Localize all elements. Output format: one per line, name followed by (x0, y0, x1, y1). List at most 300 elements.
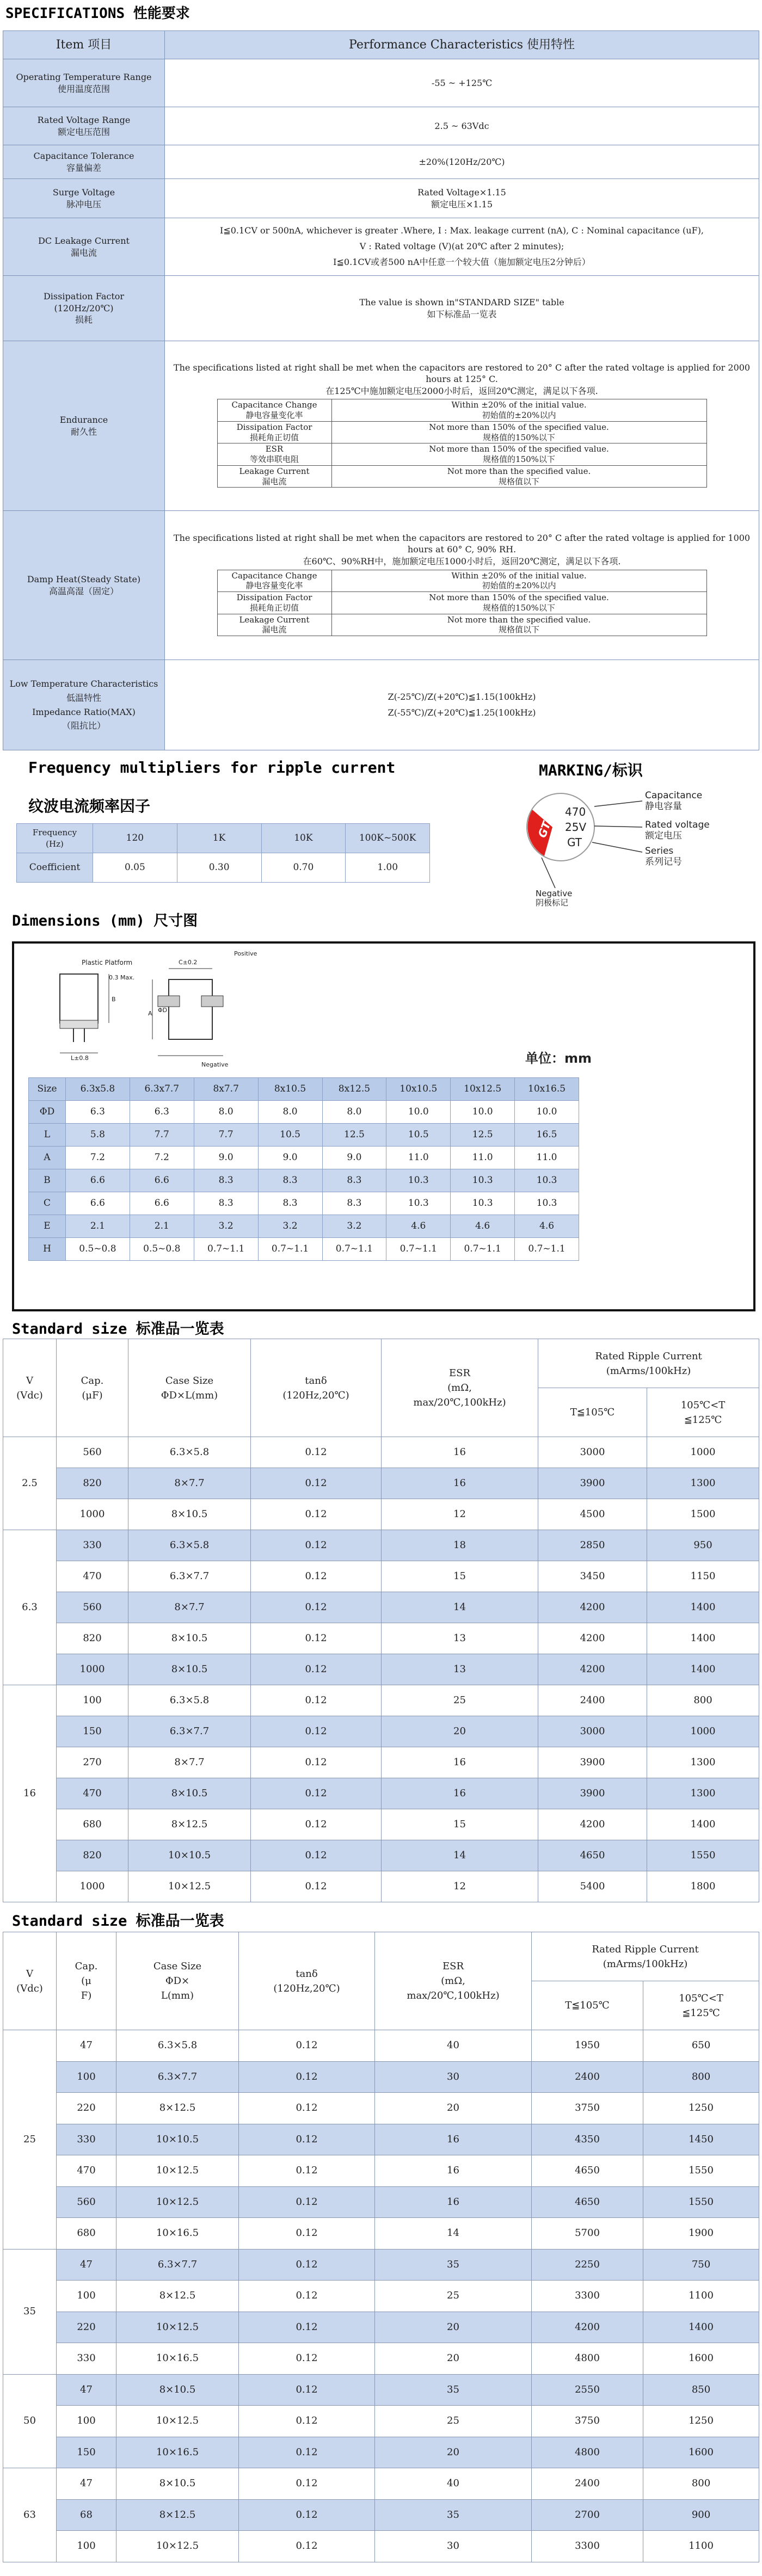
table-cell: 3300 (532, 2531, 643, 2562)
table-cell: 0.12 (239, 2531, 375, 2562)
dim-unit: 单位：mm (525, 1051, 592, 1066)
table-row (3, 2249, 759, 2281)
dim-cell: 8.3 (258, 1192, 322, 1215)
std2-head-t2: 105℃<T ≦125℃ (643, 1981, 759, 2030)
table-cell: 4200 (538, 1592, 647, 1623)
table-cell: 30 (375, 2531, 532, 2562)
dim-cell: 10.0 (515, 1101, 579, 1124)
std1-head-esr: ESR (mΩ, max/20℃,100kHz) (382, 1339, 538, 1437)
table-cell: 16 (382, 1468, 538, 1499)
voltage-cell: 25 (3, 2030, 57, 2250)
dim-cell: 7.7 (130, 1124, 194, 1147)
endurance-val: Not more than the specified value. 规格值以下 (331, 465, 706, 488)
dim-cell: 6.3 (130, 1101, 194, 1124)
table-cell: 1100 (643, 2281, 759, 2312)
table-cell: 8×10.5 (128, 1778, 251, 1809)
table-row (3, 2281, 759, 2312)
std-title-2: Standard size 标准品一览表 (12, 1913, 224, 1930)
dim-cell: 10.3 (451, 1169, 515, 1192)
dim-b-label: B (112, 996, 116, 1003)
endurance-val: Not more than 150% of the specified value. 规格值的150%以下 (331, 443, 706, 466)
dim-cell: 5.8 (66, 1124, 130, 1147)
dim-size: 10x10.5 (386, 1078, 451, 1101)
dim-size: 8x7.7 (194, 1078, 258, 1101)
table-cell: 0.12 (251, 1530, 382, 1561)
table-row (3, 1468, 759, 1499)
table-cell: 4200 (538, 1623, 647, 1654)
table-cell: 0.12 (251, 1499, 382, 1530)
table-cell: 8×12.5 (116, 2093, 239, 2124)
table-cell: 4650 (538, 1840, 647, 1871)
damp-val: Within ±20% of the initial value. 初始值的±20%以内 (331, 570, 706, 592)
table-row (3, 2124, 759, 2155)
table-row (3, 2437, 759, 2468)
dim-cell: 0.7~1.1 (386, 1238, 451, 1261)
table-row (3, 2406, 759, 2437)
surge-value: Rated Voltage×1.15 额定电压×1.15 (165, 179, 759, 218)
table-row (3, 2186, 759, 2218)
table-row (3, 1716, 759, 1747)
dim-size-label: Size (29, 1078, 66, 1101)
dim-cell: 6.6 (66, 1192, 130, 1215)
dim-cell: 10.3 (386, 1169, 451, 1192)
dim-size: 6.3x7.7 (130, 1078, 194, 1101)
table-cell: 750 (643, 2249, 759, 2281)
marking-title: MARKING/标识 (539, 761, 643, 779)
dim-size: 8x10.5 (258, 1078, 322, 1101)
marking-label-series: Series 系列记号 (645, 846, 682, 868)
table-cell: 150 (57, 1716, 128, 1747)
table-cell: 470 (57, 2155, 116, 2187)
table-cell: 6.3×5.8 (128, 1530, 251, 1561)
op-temp-value: -55 ~ +125℃ (165, 59, 759, 107)
table-cell: 3000 (538, 1716, 647, 1747)
table-cell: 8×7.7 (128, 1747, 251, 1778)
table-cell: 0.12 (239, 2343, 375, 2375)
table-row (3, 1654, 759, 1685)
dc-leak-label: DC Leakage Current 漏电流 (3, 218, 165, 276)
table-cell: 1150 (647, 1561, 759, 1592)
dim-negative-label: Negative (201, 1061, 229, 1068)
dim-a-label: A (148, 1010, 152, 1017)
endurance-intro: The specifications listed at right shall be met when the capacitors are restored to 20° C after the rated voltage is applied for 2000 hours at 125° C. 在125℃中施加额定电压2000小时后，返回20℃测定，满足以下各项. (173, 362, 751, 396)
table-cell: 10×16.5 (116, 2218, 239, 2250)
table-row (3, 1561, 759, 1592)
table-cell: 0.12 (251, 1871, 382, 1902)
table-cell: 5400 (538, 1871, 647, 1902)
damp-cell (165, 511, 759, 660)
table-cell: 13 (382, 1623, 538, 1654)
dim-cell: 10.3 (451, 1192, 515, 1215)
dim-cell: 7.2 (130, 1147, 194, 1169)
dim-cell: 0.7~1.1 (322, 1238, 386, 1261)
table-cell: 0.12 (239, 2186, 375, 2218)
dim-cell: 0.7~1.1 (194, 1238, 258, 1261)
table-cell: 10×16.5 (116, 2343, 239, 2375)
table-cell: 12 (382, 1871, 538, 1902)
std1-head-case: Case Size ΦD×L(mm) (128, 1339, 251, 1437)
voltage-cell: 63 (3, 2468, 57, 2562)
table-cell: 100 (57, 1685, 128, 1716)
table-cell: 20 (382, 1716, 538, 1747)
table-cell: 4800 (532, 2343, 643, 2375)
table-cell: 47 (57, 2030, 116, 2062)
table-cell: 0.12 (239, 2249, 375, 2281)
dimension-drawing (27, 947, 278, 1072)
table-cell: 16 (382, 1747, 538, 1778)
endurance-val: Within ±20% of the initial value. 初始值的±20%以内 (331, 399, 706, 422)
table-cell: 2400 (532, 2061, 643, 2093)
dim-cell: 10.5 (258, 1124, 322, 1147)
spec-header-perf: Performance Characteristics 使用特性 (165, 31, 759, 59)
dim-cell: 10.5 (386, 1124, 451, 1147)
table-row (3, 1499, 759, 1530)
table-cell: 1300 (647, 1468, 759, 1499)
dim-row (29, 1215, 579, 1238)
dim-cell: 7.7 (194, 1124, 258, 1147)
table-cell: 6.3×5.8 (128, 1685, 251, 1716)
dim-row (29, 1238, 579, 1261)
table-cell: 1000 (57, 1654, 128, 1685)
table-cell: 1000 (647, 1716, 759, 1747)
table-cell: 4500 (538, 1499, 647, 1530)
table-cell: 0.12 (239, 2124, 375, 2155)
endurance-cell (165, 341, 759, 511)
dim-row-key: E (29, 1215, 66, 1238)
table-cell: 0.12 (239, 2061, 375, 2093)
table-cell: 10×12.5 (128, 1871, 251, 1902)
table-cell: 680 (57, 2218, 116, 2250)
table-cell: 1500 (647, 1499, 759, 1530)
dim-row-key: L (29, 1124, 66, 1147)
dim-row-key: B (29, 1169, 66, 1192)
table-row (3, 1809, 759, 1840)
table-cell: 3000 (538, 1437, 647, 1468)
table-row (3, 2093, 759, 2124)
table-cell: 0.12 (239, 2406, 375, 2437)
low-temp-label: Low Temperature Characteristics 低温特性 Impedance Ratio(MAX) （阻抗比） (3, 660, 165, 750)
dim-positive-label: Positive (234, 950, 257, 957)
ripple-coef: 0.70 (261, 853, 346, 883)
table-cell: 850 (643, 2374, 759, 2406)
dim-cell: 3.2 (322, 1215, 386, 1238)
table-cell: 6.3×7.7 (116, 2061, 239, 2093)
table-cell: 0.12 (251, 1778, 382, 1809)
table-cell: 5700 (532, 2218, 643, 2250)
dim-cell: 8.3 (194, 1169, 258, 1192)
table-cell: 20 (375, 2093, 532, 2124)
dim-cell: 9.0 (322, 1147, 386, 1169)
dim-row (29, 1192, 579, 1215)
dim-cell: 6.3 (66, 1101, 130, 1124)
table-cell: 0.12 (251, 1623, 382, 1654)
ripple-coef: 1.00 (346, 853, 430, 883)
table-row (3, 1871, 759, 1902)
table-cell: 1400 (647, 1623, 759, 1654)
table-cell: 680 (57, 1809, 128, 1840)
table-cell: 900 (643, 2499, 759, 2531)
table-row (3, 1530, 759, 1561)
marking-volt: 25V (565, 821, 587, 834)
table-cell: 100 (57, 2281, 116, 2312)
table-cell: 68 (57, 2499, 116, 2531)
table-cell: 8×10.5 (128, 1654, 251, 1685)
voltage-cell: 16 (3, 1685, 57, 1902)
dim-cell: 8.0 (194, 1101, 258, 1124)
table-row (3, 1778, 759, 1809)
table-cell: 3900 (538, 1747, 647, 1778)
table-cell: 0.12 (239, 2312, 375, 2343)
table-cell: 15 (382, 1561, 538, 1592)
dim-cell: 9.0 (194, 1147, 258, 1169)
table-cell: 47 (57, 2374, 116, 2406)
endurance-key: Leakage Current 漏电流 (217, 465, 331, 488)
table-cell: 25 (375, 2406, 532, 2437)
table-row (3, 1592, 759, 1623)
table-cell: 13 (382, 1654, 538, 1685)
table-cell: 1000 (57, 1871, 128, 1902)
dim-cell: 7.2 (66, 1147, 130, 1169)
dim-size: 10x12.5 (451, 1078, 515, 1101)
table-cell: 1000 (647, 1437, 759, 1468)
damp-val: Not more than the specified value. 规格值以下 (331, 614, 706, 636)
table-cell: 10×12.5 (116, 2531, 239, 2562)
table-cell: 4650 (532, 2155, 643, 2187)
table-cell: 1400 (647, 1809, 759, 1840)
cap-tol-value: ±20%(120Hz/20℃) (165, 145, 759, 179)
endurance-val: Not more than 150% of the specified value. 规格值的150%以下 (331, 421, 706, 443)
dim-cell: 0.5~0.8 (66, 1238, 130, 1261)
table-row (3, 1747, 759, 1778)
table-cell: 10×10.5 (128, 1840, 251, 1871)
table-cell: 8×10.5 (116, 2374, 239, 2406)
table-cell: 16 (382, 1437, 538, 1468)
table-cell: 47 (57, 2249, 116, 2281)
table-cell: 3900 (538, 1468, 647, 1499)
table-cell: 0.12 (239, 2374, 375, 2406)
dim-cell: 8.0 (322, 1101, 386, 1124)
dc-leak-value: I≦0.1CV or 500nA, whichever is greater .Where, I : Max. leakage current (nA), C : Nominal capacitance (uF), V : Rated voltage (V)(at 20℃ after 2 minutes); I≦0.1CV或者500 nA中任意一个较大值（施加额定电压2分钟后） (165, 218, 759, 276)
ripple-table (16, 823, 430, 883)
std1-head-cap: Cap. (μF) (57, 1339, 128, 1437)
dim-cell: 4.6 (386, 1215, 451, 1238)
table-cell: 0.12 (239, 2093, 375, 2124)
table-cell: 2250 (532, 2249, 643, 2281)
table-cell: 0.12 (251, 1809, 382, 1840)
table-cell: 2850 (538, 1530, 647, 1561)
dim-cell: 10.0 (386, 1101, 451, 1124)
table-cell: 1550 (647, 1840, 759, 1871)
standard-size-table-1 (3, 1339, 759, 1902)
table-cell: 15 (382, 1809, 538, 1840)
endurance-key: Capacitance Change 静电容量变化率 (217, 399, 331, 422)
voltage-cell: 6.3 (3, 1530, 57, 1685)
table-cell: 560 (57, 1592, 128, 1623)
dim-c-label: C±0.2 (179, 959, 198, 966)
damp-key: Capacitance Change 静电容量变化率 (217, 570, 331, 592)
table-cell: 0.12 (251, 1747, 382, 1778)
dim-cell: 6.6 (130, 1169, 194, 1192)
capacitor-outline-icon (27, 947, 278, 1072)
table-cell: 150 (57, 2437, 116, 2468)
dim-plastic-label: Plastic Platform (82, 959, 133, 966)
std2-head-cap: Cap. (μ F) (57, 1932, 116, 2030)
table-cell: 10×12.5 (116, 2312, 239, 2343)
table-cell: 10×10.5 (116, 2124, 239, 2155)
damp-key: Leakage Current 漏电流 (217, 614, 331, 636)
table-cell: 1600 (643, 2343, 759, 2375)
std1-head-t1: T≦105℃ (538, 1388, 647, 1437)
table-cell: 1550 (643, 2186, 759, 2218)
ripple-freq: 1K (177, 824, 261, 853)
dim-cell: 10.3 (515, 1192, 579, 1215)
table-cell: 4200 (538, 1654, 647, 1685)
dim-ld-label: L±0.8 (71, 1055, 89, 1062)
dim-row (29, 1169, 579, 1192)
voltage-cell: 35 (3, 2249, 57, 2374)
dim-cell: 16.5 (515, 1124, 579, 1147)
table-cell: 18 (382, 1530, 538, 1561)
table-cell: 40 (375, 2030, 532, 2062)
table-cell: 8×10.5 (116, 2468, 239, 2500)
ripple-freq-label: Frequency (Hz) (17, 824, 93, 853)
dim-cell: 0.5~0.8 (130, 1238, 194, 1261)
table-cell: 8×12.5 (116, 2281, 239, 2312)
dim-cell: 3.2 (258, 1215, 322, 1238)
table-cell: 0.12 (251, 1840, 382, 1871)
marking-diagram (523, 784, 751, 914)
table-cell: 0.12 (251, 1685, 382, 1716)
dim-cell: 8.0 (258, 1101, 322, 1124)
table-cell: 1450 (643, 2124, 759, 2155)
table-cell: 2400 (532, 2468, 643, 2500)
table-cell: 14 (382, 1840, 538, 1871)
table-cell: 16 (382, 1778, 538, 1809)
dim-max03-label: 0.3 Max. (109, 974, 135, 981)
damp-inner-table (217, 570, 707, 637)
table-cell: 1800 (647, 1871, 759, 1902)
endurance-key: ESR 等效串联电阻 (217, 443, 331, 466)
dim-cell: 8.3 (322, 1169, 386, 1192)
table-cell: 1100 (643, 2531, 759, 2562)
std1-head-t2: 105℃<T ≦125℃ (647, 1388, 759, 1437)
table-cell: 40 (375, 2468, 532, 2500)
table-cell: 0.12 (239, 2030, 375, 2062)
dissipation-value: The value is shown in"STANDARD SIZE" table 如下标准品一览表 (165, 276, 759, 341)
table-cell: 3750 (532, 2093, 643, 2124)
table-cell: 25 (375, 2281, 532, 2312)
damp-val: Not more than 150% of the specified value. 规格值的150%以下 (331, 592, 706, 614)
table-cell: 0.12 (251, 1468, 382, 1499)
table-cell: 3300 (532, 2281, 643, 2312)
dim-row-key: ΦD (29, 1101, 66, 1124)
std2-head-ripple: Rated Ripple Current (mArms/100kHz) (532, 1932, 759, 1981)
dim-cell: 4.6 (515, 1215, 579, 1238)
endurance-label: Endurance 耐久性 (3, 341, 165, 511)
dim-cell: 0.7~1.1 (258, 1238, 322, 1261)
table-cell: 1300 (647, 1747, 759, 1778)
ripple-freq: 120 (93, 824, 177, 853)
table-cell: 330 (57, 2343, 116, 2375)
table-cell: 650 (643, 2030, 759, 2062)
std2-head-esr: ESR (mΩ, max/20℃,100kHz) (375, 1932, 532, 2030)
table-cell: 1950 (532, 2030, 643, 2062)
dim-cell: 0.7~1.1 (451, 1238, 515, 1261)
table-cell: 1400 (643, 2312, 759, 2343)
dim-cell: 11.0 (386, 1147, 451, 1169)
dim-row-key: A (29, 1147, 66, 1169)
dim-row (29, 1147, 579, 1169)
table-row (3, 2218, 759, 2250)
table-row (3, 2312, 759, 2343)
table-cell: 1550 (643, 2155, 759, 2187)
table-cell: 16 (375, 2155, 532, 2187)
table-cell: 6.3×7.7 (128, 1716, 251, 1747)
table-cell: 0.12 (251, 1561, 382, 1592)
dim-size: 8x12.5 (322, 1078, 386, 1101)
dim-cell: 12.5 (451, 1124, 515, 1147)
table-cell: 20 (375, 2343, 532, 2375)
table-cell: 560 (57, 2186, 116, 2218)
table-cell: 14 (382, 1592, 538, 1623)
table-cell: 2400 (538, 1685, 647, 1716)
marking-label-negative: Negative 阴极标记 (536, 889, 573, 908)
ripple-coef: 0.30 (177, 853, 261, 883)
dim-cell: 4.6 (451, 1215, 515, 1238)
table-cell: 8×10.5 (128, 1623, 251, 1654)
table-row (3, 1685, 759, 1716)
table-cell: 8×7.7 (128, 1592, 251, 1623)
dim-cell: 11.0 (515, 1147, 579, 1169)
table-cell: 4800 (532, 2437, 643, 2468)
table-cell: 6.3×5.8 (128, 1437, 251, 1468)
op-temp-label: Operating Temperature Range 使用温度范围 (3, 59, 165, 107)
ripple-freq: 100K~500K (346, 824, 430, 853)
table-cell: 1400 (647, 1592, 759, 1623)
dim-cell: 11.0 (451, 1147, 515, 1169)
std1-head-v: V (Vdc) (3, 1339, 57, 1437)
dim-row (29, 1124, 579, 1147)
table-row (3, 2499, 759, 2531)
dim-row (29, 1101, 579, 1124)
table-cell: 8×12.5 (116, 2499, 239, 2531)
table-cell: 0.12 (239, 2218, 375, 2250)
ripple-title: Frequency multipliers for ripple current (28, 759, 396, 777)
table-cell: 8×10.5 (128, 1499, 251, 1530)
rated-v-value: 2.5 ~ 63Vdc (165, 107, 759, 145)
table-cell: 820 (57, 1468, 128, 1499)
dim-row-key: C (29, 1192, 66, 1215)
dim-cell: 2.1 (66, 1215, 130, 1238)
std2-head-t1: T≦105℃ (532, 1981, 643, 2030)
table-row (3, 1840, 759, 1871)
marking-label-volt: Rated voltage 额定电压 (645, 819, 710, 842)
table-cell: 35 (375, 2374, 532, 2406)
std1-head-tan: tanδ (120Hz,20℃) (251, 1339, 382, 1437)
table-cell: 6.3×5.8 (116, 2030, 239, 2062)
dimension-table (28, 1077, 579, 1261)
std2-head-case: Case Size ΦD× L(mm) (116, 1932, 239, 2030)
std1-head-ripple: Rated Ripple Current (mArms/100kHz) (538, 1339, 759, 1388)
table-cell: 0.12 (239, 2437, 375, 2468)
table-cell: 100 (57, 2531, 116, 2562)
rated-v-label: Rated Voltage Range 额定电压范围 (3, 107, 165, 145)
table-cell: 800 (647, 1685, 759, 1716)
table-cell: 270 (57, 1747, 128, 1778)
table-cell: 20 (375, 2312, 532, 2343)
dim-cell: 8.3 (322, 1192, 386, 1215)
surge-label: Surge Voltage 脉冲电压 (3, 179, 165, 218)
